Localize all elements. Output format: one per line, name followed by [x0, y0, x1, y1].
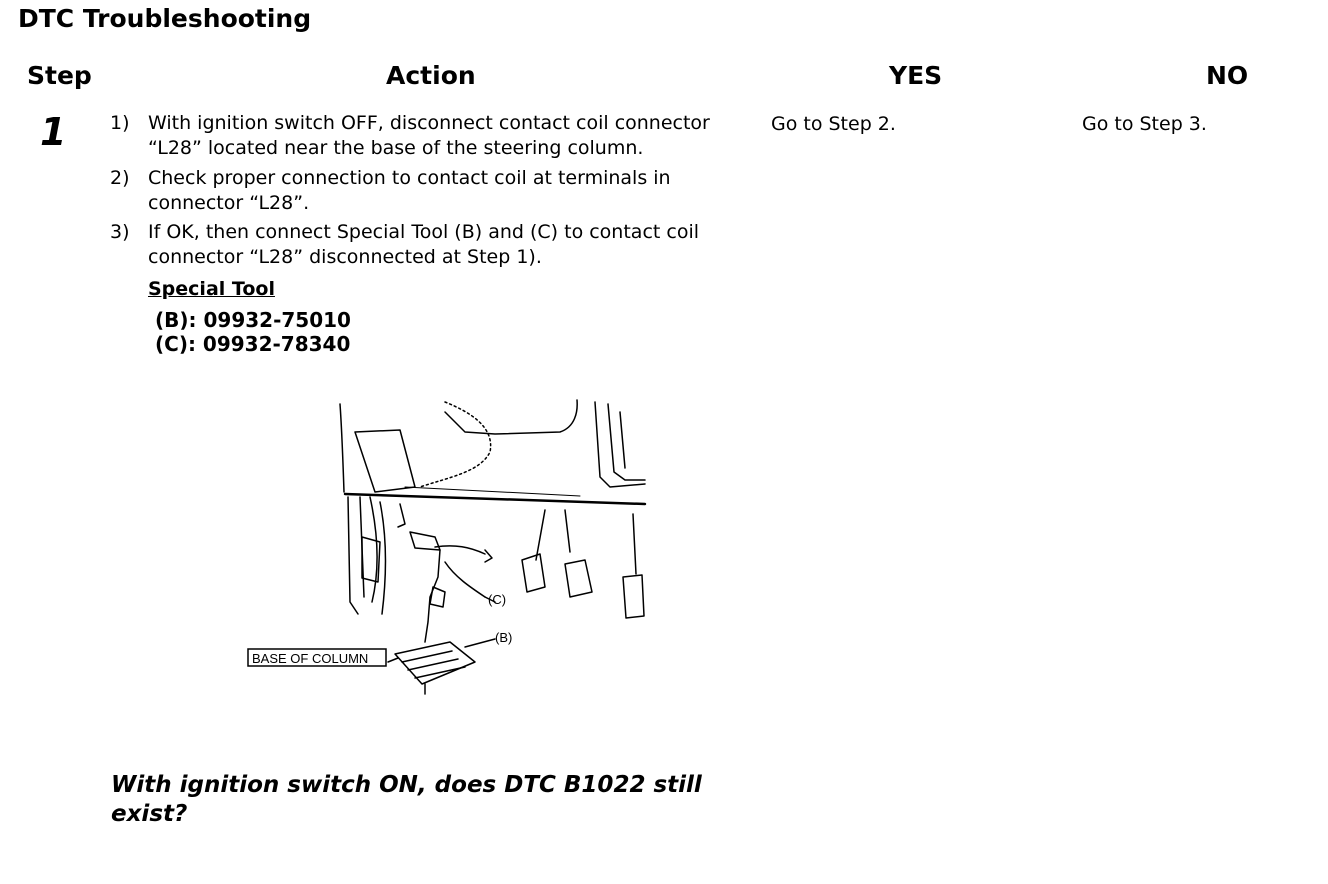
- instruction-number: 3): [110, 221, 130, 243]
- instruction-number: 1): [110, 112, 130, 134]
- instruction-text: If OK, then connect Special Tool (B) and (C) to contact coil connector “L28” disconnected at Step 1).: [148, 221, 700, 268]
- brake-pedal-pad: [522, 554, 545, 592]
- no-action: Go to Step 3.: [1082, 113, 1207, 135]
- clutch-pedal-arm: [565, 510, 570, 552]
- special-tool-heading: Special Tool: [148, 278, 275, 300]
- dotted-harness: [420, 402, 491, 487]
- dash-trim-panel: [355, 430, 415, 492]
- instruction-number: 2): [110, 167, 130, 189]
- tool-b-label: (B): [495, 630, 513, 645]
- tool-c-label: (C): [488, 592, 507, 607]
- instruction-text: With ignition switch OFF, disconnect contact coil connector “L28” located near the base of the steering column.: [148, 112, 710, 159]
- special-tool-box: [395, 642, 475, 684]
- dash-panel-edge: [340, 404, 344, 492]
- accelerator-arm: [633, 514, 636, 574]
- yes-action: Go to Step 2.: [771, 113, 896, 135]
- special-tool-c: (C): 09932-78340: [155, 332, 351, 356]
- pedal-mount-bar: [345, 494, 645, 504]
- step-number: 1: [40, 110, 67, 154]
- instruction-text: Check proper connection to contact coil at terminals in connector “L28”.: [148, 167, 671, 214]
- column-header-step: Step: [27, 61, 92, 90]
- step-question: With ignition switch ON, does DTC B1022 still exist?: [111, 772, 702, 827]
- dash-lower-edge: [445, 400, 577, 434]
- column-header-action: Action: [386, 61, 476, 90]
- column-header-no: NO: [1206, 61, 1249, 90]
- steering-column-diagram: [240, 392, 660, 712]
- column-header-yes: YES: [889, 61, 943, 90]
- base-of-column-label: BASE OF COLUMN: [252, 651, 369, 666]
- page-title: DTC Troubleshooting: [18, 4, 312, 33]
- special-tool-b: (B): 09932-75010: [155, 308, 351, 332]
- brake-pedal-arm: [536, 510, 545, 560]
